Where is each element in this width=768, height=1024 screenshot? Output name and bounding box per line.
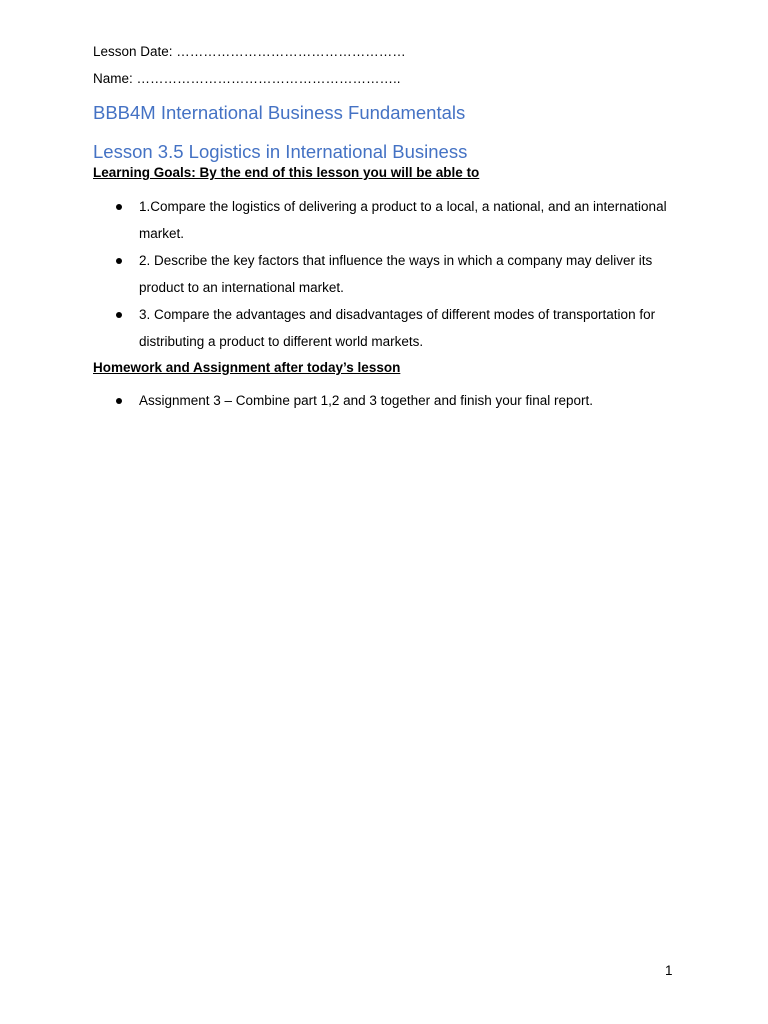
name-line: Name: ………………………………………………….. bbox=[93, 71, 401, 86]
homework-title: Homework and Assignment after today’s lesson bbox=[93, 360, 401, 375]
list-item-text: 1.Compare the logistics of delivering a product to a local, a national, and an international market. bbox=[139, 199, 667, 241]
bullet-icon bbox=[116, 204, 122, 210]
list-item-text: 2. Describe the key factors that influence the ways in which a company may deliver its product to an international market. bbox=[139, 253, 653, 295]
lesson-date-line: Lesson Date: …………………………………………… bbox=[93, 44, 406, 59]
list-item bbox=[93, 247, 683, 301]
list-item bbox=[93, 193, 683, 247]
bullet-icon bbox=[116, 258, 122, 264]
list-item-text: Assignment 3 – Combine part 1,2 and 3 together and finish your final report. bbox=[139, 393, 594, 408]
lesson-title: Lesson 3.5 Logistics in International Business bbox=[93, 141, 468, 162]
homework-list bbox=[93, 387, 683, 414]
list-item bbox=[93, 387, 683, 414]
list-item-text: 3. Compare the advantages and disadvantages of different modes of transportation for distributing a product to different world markets. bbox=[139, 307, 656, 349]
learning-goals-list bbox=[93, 193, 683, 355]
page-number: 1 bbox=[665, 963, 673, 978]
bullet-icon bbox=[116, 398, 122, 404]
list-item bbox=[93, 301, 683, 355]
learning-goals-title: Learning Goals: By the end of this lesson you will be able to bbox=[93, 165, 480, 180]
bullet-icon bbox=[116, 312, 122, 318]
course-title: BBB4M International Business Fundamentals bbox=[93, 102, 466, 123]
